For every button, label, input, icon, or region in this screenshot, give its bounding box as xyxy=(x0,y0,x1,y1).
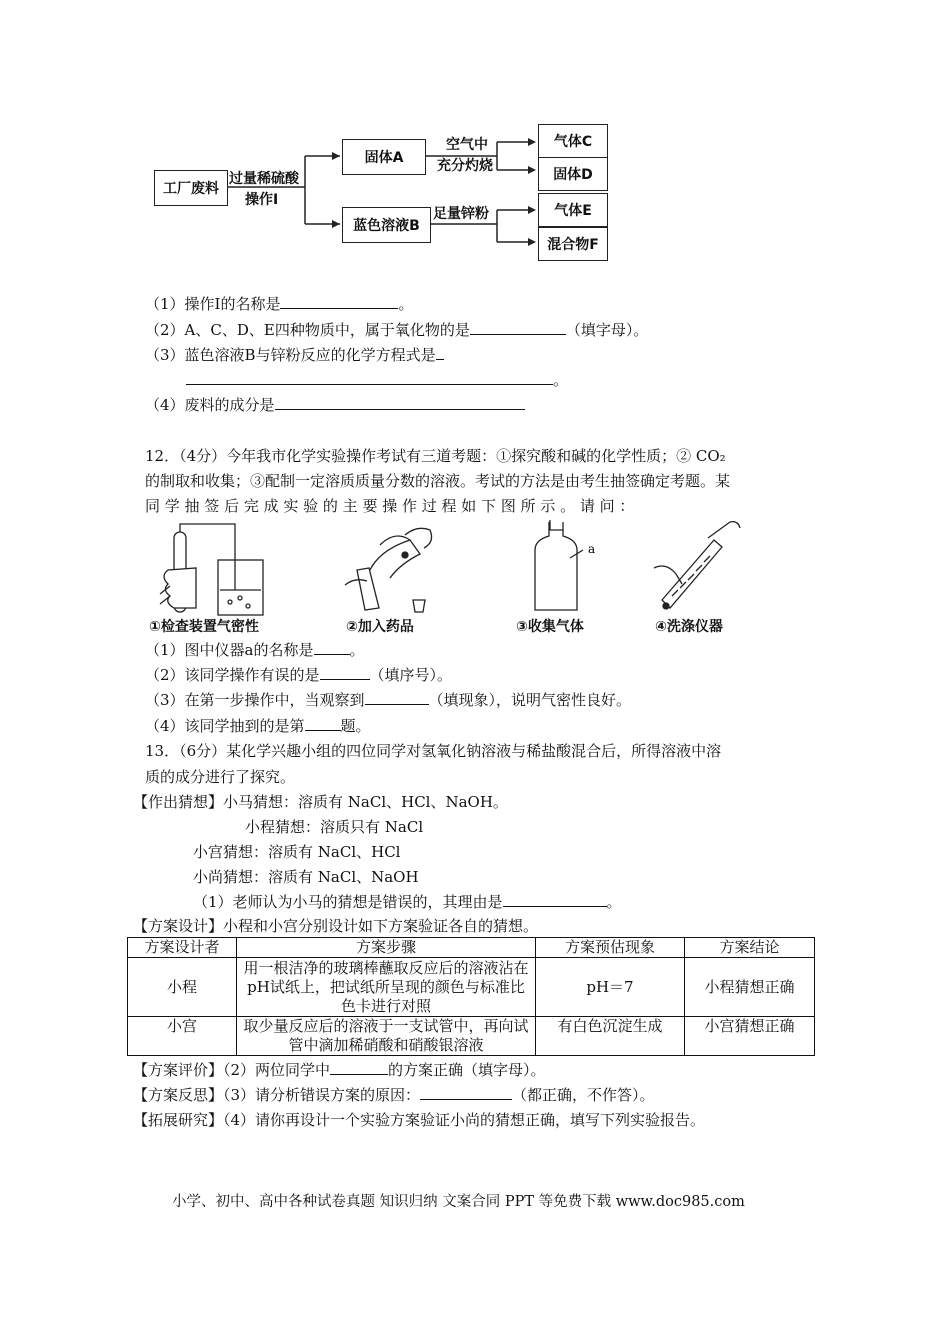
table-header: 方案结论 xyxy=(685,938,815,958)
q12-line3: 同 学 抽 签 后 完 成 实 验 的 主 要 操 作 过 程 如 下 图 所 示 。 请 问 ： xyxy=(145,497,635,515)
q13-guess-ma: 【作出猜想】小马猜想：溶质有 NaCl、HCl、NaOH。 xyxy=(133,793,508,811)
zinc-label: 足量锌粉 xyxy=(433,206,489,222)
table-header-row xyxy=(128,938,815,958)
q13-evaluation xyxy=(133,1060,546,1080)
q13-guess-gong: 小宫猜想：溶质有 NaCl、HCl xyxy=(193,843,401,861)
q11-part3-cont xyxy=(186,370,568,390)
q12-p3-end: （填现象），说明气密性良好。 xyxy=(428,691,632,709)
blank[interactable] xyxy=(186,370,553,385)
table-cell: 小宫猜想正确 xyxy=(685,1017,815,1056)
table-cell: pH＝7 xyxy=(536,958,685,1017)
q11-p2-text: （2）A、C、D、E四种物质中，属于氧化物的是 xyxy=(145,321,470,339)
q12-line2: 的制取和收集；③配制一定溶质质量分数的溶液。考试的方法是由考生抽签确定考题。某 xyxy=(145,472,731,490)
blank[interactable] xyxy=(275,395,525,410)
q11-p3-text: （3）蓝色溶液B与锌粉反应的化学方程式是 xyxy=(145,346,436,364)
solid-a-box: 固体A xyxy=(342,139,426,175)
wash-figure xyxy=(654,522,740,609)
q12-p4-end: 题。 xyxy=(340,717,371,735)
burn-label: 充分灼烧 xyxy=(437,158,493,174)
table-header: 方案预估现象 xyxy=(536,938,685,958)
mixture-f-box: 混合物F xyxy=(538,227,608,261)
q13-eval-text: 【方案评价】（2）两位同学中 xyxy=(133,1061,331,1079)
air-label: 空气中 xyxy=(446,137,488,153)
blank[interactable] xyxy=(305,716,341,731)
blank[interactable] xyxy=(330,1060,388,1075)
caption-1: ①检查装置气密性 xyxy=(149,619,259,635)
caption-2: ②加入药品 xyxy=(346,619,414,635)
airtightness-figure xyxy=(160,524,263,615)
table-row xyxy=(128,1017,815,1056)
gas-e-box: 气体E xyxy=(538,193,608,227)
acid-label: 过量稀硫酸 xyxy=(229,171,299,187)
table-header: 方案步骤 xyxy=(237,938,536,958)
q11-p3-end: 。 xyxy=(553,371,569,389)
table-cell: 小程 xyxy=(128,958,237,1017)
blank[interactable] xyxy=(503,892,607,907)
footer: 小学、初中、高中各种试卷真题 知识归纳 文案合同 PPT 等免费下载 www.doc985.com xyxy=(172,1194,745,1210)
blank[interactable] xyxy=(320,665,370,680)
q12-p1-text: （1）图中仪器a的名称是 xyxy=(145,641,314,659)
gas-bottle-figure xyxy=(535,520,583,610)
experiment-figures xyxy=(140,520,780,620)
table-cell: 取少量反应后的溶液于一支试管中，再向试管中滴加稀硝酸和硝酸银溶液 xyxy=(237,1017,536,1056)
q11-part4 xyxy=(145,395,525,415)
add-reagent-figure xyxy=(345,528,432,612)
q11-p2-end: （填字母）。 xyxy=(565,321,649,339)
gas-c-box: 气体C xyxy=(538,124,608,158)
q12-part3 xyxy=(145,690,631,710)
q13-eval-end: 的方案正确（填字母）。 xyxy=(388,1061,546,1079)
solution-b-box: 蓝色溶液B xyxy=(342,207,431,243)
q12-p2-text: （2）该同学操作有误的是 xyxy=(145,666,320,684)
table-row xyxy=(128,958,815,1017)
q13-reflect-text: 【方案反思】（3）请分析错误方案的原因： xyxy=(133,1086,421,1104)
q13-reflection xyxy=(133,1085,655,1105)
table-cell: 用一根洁净的玻璃棒蘸取反应后的溶液沾在pH试纸上，把试纸所呈现的颜色与标准比色卡进行对照 xyxy=(237,958,536,1017)
q11-p4-text: （4）废料的成分是 xyxy=(145,396,275,414)
caption-3: ③收集气体 xyxy=(516,619,584,635)
table-cell: 小宫 xyxy=(128,1017,237,1056)
q13-guess-cheng: 小程猜想：溶质只有 NaCl xyxy=(245,818,424,836)
q12-p1-end: 。 xyxy=(349,641,365,659)
blank[interactable] xyxy=(280,294,398,309)
q11-part3 xyxy=(145,345,444,365)
q13-reflect-end: （都正确，不作答）。 xyxy=(512,1086,655,1104)
q12-part4 xyxy=(145,716,371,736)
q11-p1-text: （1）操作Ⅰ的名称是 xyxy=(145,295,281,313)
q13-p1-text: （1）老师认为小马的猜想是错误的，其理由是 xyxy=(193,893,503,911)
q13-design: 【方案设计】小程和小宫分别设计如下方案验证各自的猜想。 xyxy=(133,917,539,935)
waste-box: 工厂废料 xyxy=(154,170,228,206)
q13-p1-end: 。 xyxy=(606,893,622,911)
q11-p1-end: 。 xyxy=(398,295,414,313)
caption-4: ④洗涤仪器 xyxy=(655,619,723,635)
q13-line1: 13．（6分）某化学兴趣小组的四位同学对氢氧化钠溶液与稀盐酸混合后，所得溶液中溶 xyxy=(145,742,722,760)
operation-label: 操作I xyxy=(245,192,279,208)
q12-p4-text: （4）该同学抽到的是第 xyxy=(145,717,305,735)
blank[interactable] xyxy=(420,1085,512,1100)
solid-d-box: 固体D xyxy=(538,157,608,191)
q13-guess-shang: 小尚猜想：溶质有 NaCl、NaOH xyxy=(193,868,419,886)
blank[interactable] xyxy=(436,345,444,360)
q11-part1 xyxy=(145,294,414,314)
table-cell: 有白色沉淀生成 xyxy=(536,1017,685,1056)
blank[interactable] xyxy=(314,640,350,655)
q12-p2-end: （填序号）。 xyxy=(369,666,453,684)
q12-part2 xyxy=(145,665,452,685)
q13-part1 xyxy=(193,892,622,912)
q12-p3-text: （3）在第一步操作中，当观察到 xyxy=(145,691,365,709)
q13-extension: 【拓展研究】（4）请你再设计一个实验方案验证小尚的猜想正确，填写下列实验报告。 xyxy=(133,1111,706,1129)
q12-part1 xyxy=(145,640,365,660)
plan-table xyxy=(127,937,815,1056)
q12-line1: 12．（4分）今年我市化学实验操作考试有三道考题：①探究酸和碱的化学性质；② CO₂ xyxy=(145,447,726,465)
q11-part2 xyxy=(145,320,648,340)
blank[interactable] xyxy=(365,690,429,705)
q13-line2: 质的成分进行了探究。 xyxy=(145,768,296,786)
table-header: 方案设计者 xyxy=(128,938,237,958)
blank[interactable] xyxy=(470,320,566,335)
label-a: a xyxy=(588,542,596,556)
table-cell: 小程猜想正确 xyxy=(685,958,815,1017)
